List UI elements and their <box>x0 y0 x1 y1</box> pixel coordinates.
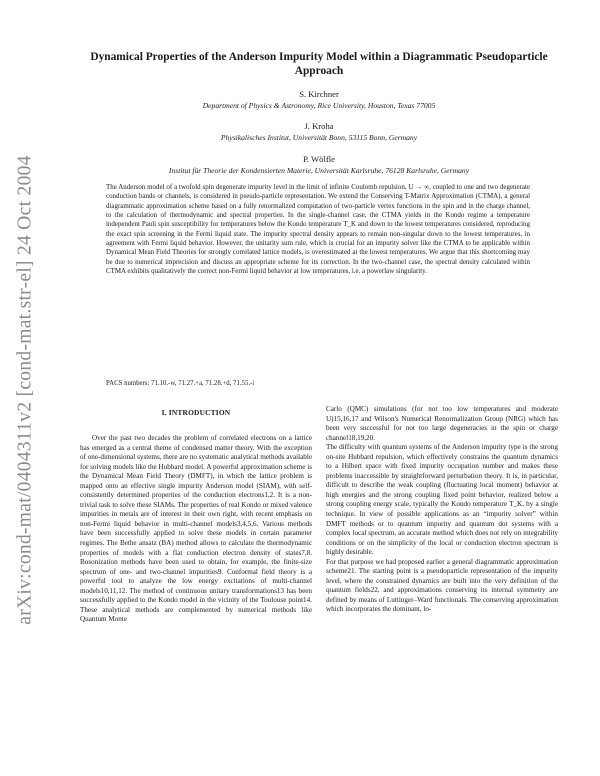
arxiv-identifier: arXiv:cond-mat/0404311v2 [cond-mat.str-el] 24 Oct 2004 <box>15 155 36 625</box>
arxiv-stamp <box>6 20 46 760</box>
author-name: S. Kirchner <box>299 89 339 99</box>
right-column-paragraph: For that purpose we had proposed earlier a general diagrammatic approximation scheme21. The starting point is a pseudoparticle representation of the impurity level, where the constrained dynamics are built into the very definition of the quantum fields22, and approximations conserving its internal symmetry are defined by means of Luttinger–Ward functionals. The conserving approximation which incorporates the dominant, lo- <box>326 557 558 614</box>
pacs-numbers: PACS numbers: 71.10.-w, 71.27.+a, 71.28.+d, 71.55.-i <box>106 380 255 387</box>
abstract: The Anderson model of a twofold spin degenerate impurity level in the limit of infinite Coulomb repulsion, U → ∞, coupled to one and two degenerate conduction bands or channels, is considered in pseudo-particle representation. We extend the Conserving T-Matrix Approximation (CTMA), a general diagrammatic approximation scheme based on a fully renormalized computation of two-particle vertex functions in the spin and in the charge channel, to the calculation of thermodynamic and spectral properties. In the single-channel case, the CTMA yields in the Kondo regime a temperature independent Pauli spin susceptibility for temperatures below the Kondo temperature T_K and down to the lowest temperatures considered, reproducing the exact spin screening in the Fermi liquid state. The impurity spectral density appears to remain non-singular down to the lowest temperatures, in agreement with Fermi liquid behavior. However, the unitarity sum rule, which is crucial for an impurity solver like the CTMA to be applicable within Dynamical Mean Field Theories for strongly correlated lattice models, is overestimated at the lowest temperatures. We argue that this shortcoming may be due to numerical imprecision and discuss an appropriate scheme for its correction. In the two-channel case, the spectral density calculated within CTMA exhibits qualitatively the correct non-Fermi liquid behavior at low temperatures, i.e. a powerlaw singularity. <box>106 183 530 276</box>
author-name: P. Wölfle <box>303 154 335 164</box>
author-affiliation: Physikalisches Institut, Universität Bonn, 53115 Bonn, Germany <box>220 133 418 142</box>
paper-title: Dynamical Properties of the Anderson Impurity Model within a Diagrammatic Pseudoparticle Approach <box>90 51 548 77</box>
author-affiliation: Institut für Theorie der Kondensierten Materie, Universität Karlsruhe, 76128 Karlsruhe, Germany <box>168 166 470 175</box>
right-column-paragraph: Carlo (QMC) simulations (for not too low temperatures and moderate U)15,16,17 and Wilson's Numerical Renormalization Group (NRG) which has been very successful for not too large degeneracies in the spin or charge channel18,19,20. <box>326 405 558 442</box>
author-name: J. Kroha <box>304 121 334 131</box>
right-column-paragraph: The difficulty with quantum systems of the Anderson impurity type is the strong on-site Hubbard repulsion, which effectively constrains the quantum dynamics to a Hilbert space with fixed impurity occupation number and makes these problems inaccessible by straightforward perturbation theory. It is, in particular, difficult to describe the weak coupling (fluctuating local moment) behavior at high energies and the strong coupling fixed point behavior, realized below a strong coupling energy scale, typically the Kondo temperature T_K, by a single technique. In view of possible applications as an “impurity solver” within DMFT methods or to quantum impurity and quantum dot systems with a complex local spectrum, an accurate method which does not rely on integrability conditions or on the simplicity of the local or conduction electron spectrum is highly desirable. <box>326 443 558 557</box>
section-heading: I. INTRODUCTION <box>161 408 231 417</box>
right-column <box>326 405 558 615</box>
author-affiliation: Department of Physics & Astronomy, Rice University, Houston, Texas 77005 <box>202 101 436 110</box>
left-column-paragraph: Over the past two decades the problem of correlated electrons on a lattice has emerged as a central theme of condensed matter theory. With the exception of one-dimensional systems, there are no systematic analytical methods available for solving models like the Hubbard model. A powerful approximation scheme is the Dynamical Mean Field Theory (DMFT), in which the lattice problem is mapped onto an effective single impurity Anderson model (SIAM), with self-consistently determined properties of the conduction electrons1,2. It is a non-trivial task to solve these SIAMs. The properties of real Kondo or mixed valence impurities in metals are of interest in their own right, with recent emphasis on non-Fermi liquid behavior in multi-channel models3,4,5,6. Various methods have been successfully applied to solve these models in certain parameter regimes. The Bethe ansatz (BA) method allows to calculate the thermodynamic properties of models with a flat conduction electron density of states7,8. Bosonization methods have been used to obtain, for example, the finite-size spectrum of one- and two-channel impurities9. Conformal field theory is a powerful tool to analyze the low energy excitations of multi-channel models10,11,12. The method of continuous unitary transformations13 has been successfully applied to the Kondo model in the vicinity of the Toulouse point14. These analytical methods are complemented by numerical methods like Quantum Monte <box>80 434 312 624</box>
